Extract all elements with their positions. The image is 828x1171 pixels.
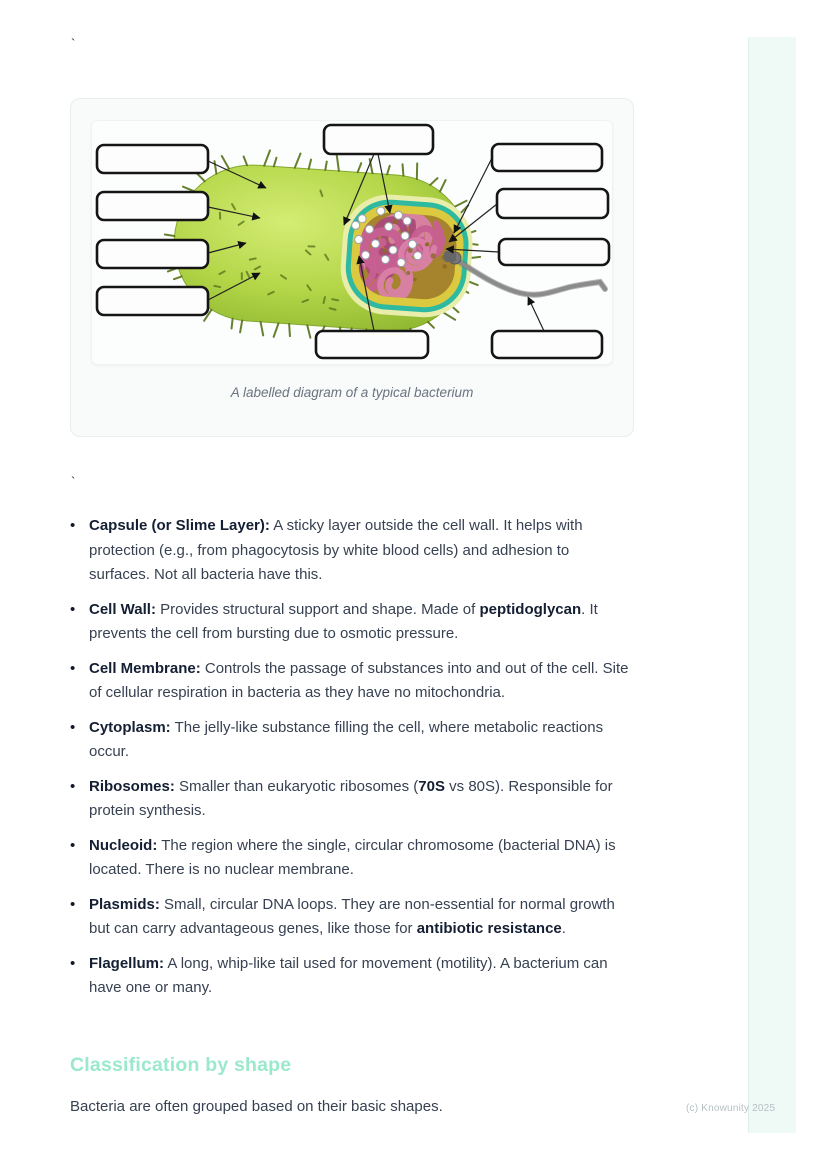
bullet-marker: • [70,600,76,618]
structure-bullet-item [70,716,634,765]
bullet-text: Cell Wall: Provides structural support and shape. Made of peptidoglycan. It prevents the cell from bursting due to osmotic pressure. [89,600,598,642]
structure-bullet-item [70,657,634,706]
figure-caption: A labelled diagram of a typical bacterium [230,385,474,400]
structure-bullet-item [70,775,634,824]
classification-heading: Classification by shape [70,1054,292,1076]
bullet-marker: • [70,777,76,795]
stray-backtick-top: ` [71,36,76,51]
ribosome-dot [365,225,374,234]
bullet-marker: • [70,895,76,913]
bullet-text: Cell Membrane: Controls the passage of substances into and out of the cell. Site of cellular respiration in bacteria as they have no mitochondria. [89,659,629,701]
bullet-text: Cytoplasm: The jelly-like substance filling the cell, where metabolic reactions occur. [89,718,604,760]
ribosome-dot [381,255,390,264]
classification-paragraph: Bacteria are often grouped based on their basic shapes. [70,1098,443,1115]
bacterium-diagram-card [70,98,634,437]
bullet-text: Plasmids: Small, circular DNA loops. They are non-essential for normal growth but can carry advantageous genes, like those for antibiotic resistance. [89,895,615,937]
diagram-label-box[interactable] [97,287,208,315]
structure-bullet-item [70,952,634,1001]
bullet-marker: • [70,836,76,854]
ribosome-dot [361,251,370,260]
bacterium-diagram [92,121,612,364]
knowunity-watermark: (c) Knowunity 2025 [686,1103,776,1114]
bullet-text: Ribosomes: Smaller than eukaryotic ribosomes (70S vs 80S). Responsible for protein synthesis. [89,777,613,819]
stray-backtick-mid: ` [71,474,76,489]
ribosome-dot [397,258,406,267]
ribosome-dot [351,221,360,230]
ribosome-dot [358,214,367,223]
structure-bullet-item [70,834,634,883]
structure-bullet-item [70,598,634,647]
bullet-text: Nucleoid: The region where the single, circular chromosome (bacterial DNA) is located. There is no nuclear membrane. [89,836,616,878]
structure-bullet-item [70,893,634,942]
bacterium-diagram-canvas [91,120,613,365]
diagram-label-box[interactable] [97,145,208,173]
right-accent-bar [748,37,796,1133]
ribosome-dot [394,211,403,220]
bullet-marker: • [70,659,76,677]
diagram-label-box[interactable] [492,144,602,171]
ribosome-dot [403,217,412,226]
diagram-label-box[interactable] [97,240,208,268]
ribosome-dot [354,235,363,244]
ribosome-dot [389,246,398,255]
ribosome-dot [371,239,380,248]
bullet-marker: • [70,517,76,534]
bacterium-structures-section [70,514,634,1011]
flagellum-anchor [444,251,456,262]
bullet-marker: • [70,954,76,972]
diagram-label-box[interactable] [499,239,609,265]
ribosome-dot [413,251,422,260]
bullet-text: Capsule (or Slime Layer): A sticky layer outside the cell wall. It helps with protection (e.g., from phagocytosis by white blood cells) and adhesion to surfaces. Not all bacteria have this. [89,517,583,583]
structure-bullet-list [70,514,634,1001]
ribosome-dot [408,240,417,249]
structure-bullet-item [70,514,634,588]
ribosome-dot [401,231,410,240]
bullet-marker: • [70,718,76,736]
diagram-label-box[interactable] [316,331,428,358]
diagram-label-box[interactable] [97,192,208,220]
ribosome-dot [384,222,393,231]
diagram-label-box[interactable] [324,125,433,154]
ribosome-dot [376,207,385,216]
label-arrow [454,158,492,233]
bullet-text: Flagellum: A long, whip-like tail used for movement (motility). A bacterium can have one or many. [89,954,608,996]
diagram-label-box[interactable] [492,331,602,358]
label-arrow [528,297,544,331]
diagram-label-box[interactable] [497,189,608,218]
